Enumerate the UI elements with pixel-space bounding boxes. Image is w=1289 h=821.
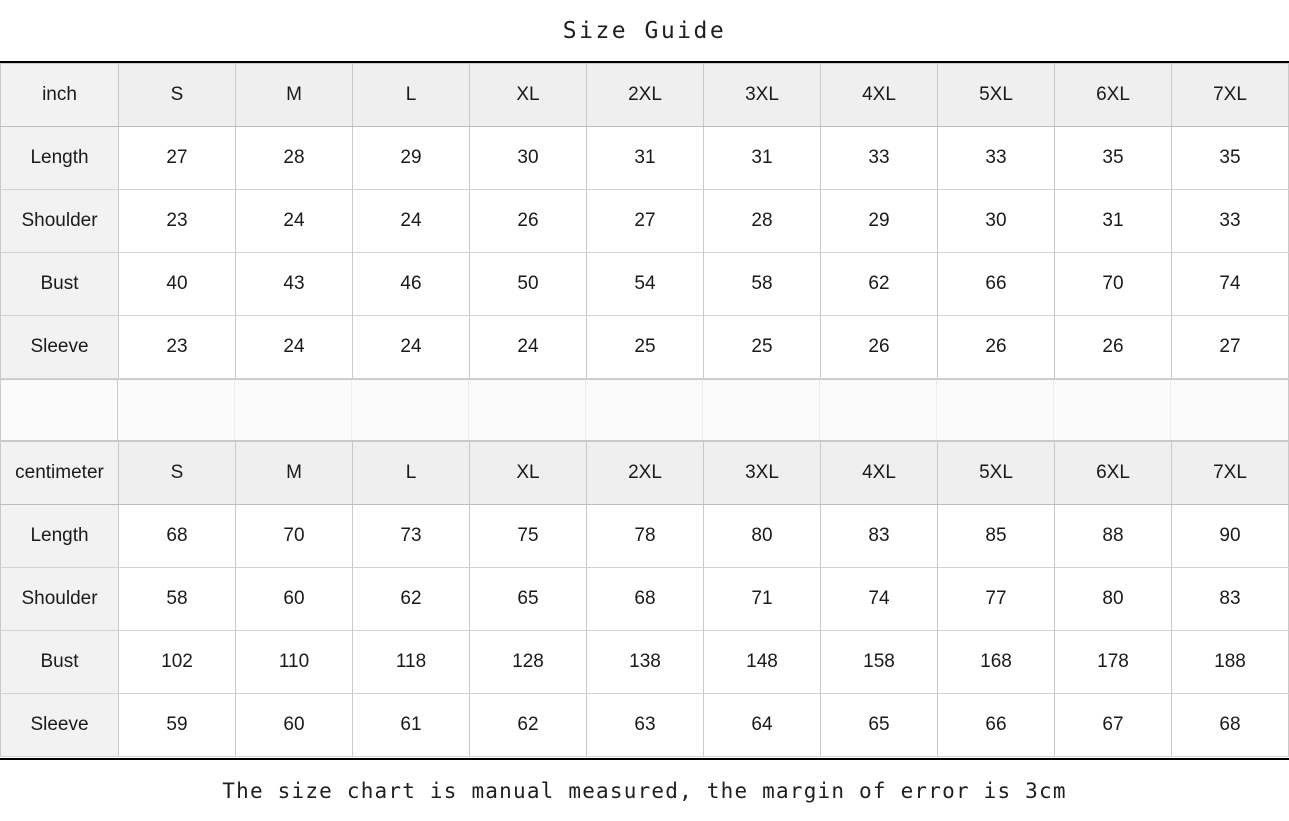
row-label: Length [1, 127, 119, 190]
table-cell: 62 [470, 694, 587, 757]
table-cell: 102 [119, 631, 236, 694]
column-header-size: S [119, 442, 236, 505]
table-cell: 77 [938, 568, 1055, 631]
table-cell: 80 [1055, 568, 1172, 631]
table-cell: 118 [353, 631, 470, 694]
row-label: Length [1, 505, 119, 568]
table-cell: 40 [119, 253, 236, 316]
table-cell: 60 [236, 694, 353, 757]
table-cell: 29 [821, 190, 938, 253]
table-row [1, 694, 1289, 757]
column-header-size: M [236, 442, 353, 505]
column-header-size: 4XL [821, 442, 938, 505]
table-cell: 83 [821, 505, 938, 568]
table-cell: 30 [470, 127, 587, 190]
column-header-size: L [353, 442, 470, 505]
table-cell: 27 [119, 127, 236, 190]
table-cell: 46 [353, 253, 470, 316]
table-cell: 23 [119, 190, 236, 253]
table-cell: 31 [1055, 190, 1172, 253]
table-cell: 66 [938, 253, 1055, 316]
table-cell: 74 [1172, 253, 1289, 316]
row-label: Sleeve [1, 694, 119, 757]
table-cell: 66 [938, 694, 1055, 757]
table-cell: 90 [1172, 505, 1289, 568]
table-row [1, 253, 1289, 316]
table-cell: 61 [353, 694, 470, 757]
table-cell: 74 [821, 568, 938, 631]
table-cell: 26 [1055, 316, 1172, 379]
column-header-size: S [119, 64, 236, 127]
column-header-size: 5XL [938, 442, 1055, 505]
table-cell: 33 [821, 127, 938, 190]
table-cell: 138 [587, 631, 704, 694]
column-header-size: 5XL [938, 64, 1055, 127]
table-cell: 71 [704, 568, 821, 631]
table-cell: 148 [704, 631, 821, 694]
table-cell: 35 [1172, 127, 1289, 190]
table-cell: 35 [1055, 127, 1172, 190]
table-cell: 24 [353, 190, 470, 253]
table-cell: 26 [470, 190, 587, 253]
table-row [1, 631, 1289, 694]
row-label: Bust [1, 253, 119, 316]
footer-note [0, 758, 1289, 821]
table-row [1, 190, 1289, 253]
table-cell: 54 [587, 253, 704, 316]
table-cell: 25 [587, 316, 704, 379]
row-label: Sleeve [1, 316, 119, 379]
table-cell: 28 [704, 190, 821, 253]
table-separator-row [0, 379, 1289, 441]
table-cell: 78 [587, 505, 704, 568]
size-tables [0, 63, 1289, 758]
table-cell: 85 [938, 505, 1055, 568]
table-cell: 73 [353, 505, 470, 568]
table-cell: 80 [704, 505, 821, 568]
table-cell: 65 [470, 568, 587, 631]
table-cell: 67 [1055, 694, 1172, 757]
table-cell: 31 [587, 127, 704, 190]
column-header-size: 7XL [1172, 442, 1289, 505]
unit-label-centimeter: centimeter [1, 442, 119, 505]
table-cell: 188 [1172, 631, 1289, 694]
table-cell: 28 [236, 127, 353, 190]
table-cell: 58 [704, 253, 821, 316]
table-cell: 33 [1172, 190, 1289, 253]
row-label: Shoulder [1, 190, 119, 253]
table-header-row [1, 64, 1289, 127]
table-row [1, 568, 1289, 631]
column-header-size: XL [470, 442, 587, 505]
column-header-size: 2XL [587, 64, 704, 127]
table-cell: 65 [821, 694, 938, 757]
table-cell: 31 [704, 127, 821, 190]
column-header-size: 7XL [1172, 64, 1289, 127]
column-header-size: 6XL [1055, 442, 1172, 505]
table-cell: 68 [1172, 694, 1289, 757]
size-table-inch [0, 63, 1289, 379]
column-header-size: M [236, 64, 353, 127]
table-cell: 128 [470, 631, 587, 694]
table-cell: 26 [938, 316, 1055, 379]
table-cell: 62 [821, 253, 938, 316]
table-cell: 68 [587, 568, 704, 631]
table-row [1, 505, 1289, 568]
column-header-size: 3XL [704, 64, 821, 127]
table-cell: 50 [470, 253, 587, 316]
size-table-centimeter [0, 441, 1289, 757]
table-cell: 63 [587, 694, 704, 757]
table-cell: 83 [1172, 568, 1289, 631]
table-cell: 30 [938, 190, 1055, 253]
table-cell: 178 [1055, 631, 1172, 694]
separator-label-cell [0, 379, 118, 441]
table-cell: 59 [119, 694, 236, 757]
column-header-size: 6XL [1055, 64, 1172, 127]
separator-cells [118, 379, 1289, 441]
row-label: Shoulder [1, 568, 119, 631]
table-cell: 43 [236, 253, 353, 316]
column-header-size: XL [470, 64, 587, 127]
table-cell: 24 [236, 316, 353, 379]
table-cell: 75 [470, 505, 587, 568]
table-cell: 158 [821, 631, 938, 694]
table-cell: 24 [236, 190, 353, 253]
table-cell: 27 [1172, 316, 1289, 379]
table-cell: 24 [353, 316, 470, 379]
table-cell: 88 [1055, 505, 1172, 568]
table-row [1, 316, 1289, 379]
unit-label-inch: inch [1, 64, 119, 127]
column-header-size: 2XL [587, 442, 704, 505]
table-cell: 60 [236, 568, 353, 631]
table-cell: 70 [1055, 253, 1172, 316]
table-cell: 70 [236, 505, 353, 568]
table-cell: 26 [821, 316, 938, 379]
table-cell: 68 [119, 505, 236, 568]
table-cell: 23 [119, 316, 236, 379]
table-row [1, 127, 1289, 190]
column-header-size: L [353, 64, 470, 127]
table-cell: 110 [236, 631, 353, 694]
table-cell: 29 [353, 127, 470, 190]
table-cell: 64 [704, 694, 821, 757]
column-header-size: 4XL [821, 64, 938, 127]
footer-note-text: The size chart is manual measured, the margin of error is 3cm [222, 778, 1067, 803]
table-cell: 27 [587, 190, 704, 253]
page-title [0, 0, 1289, 63]
table-header-row [1, 442, 1289, 505]
column-header-size: 3XL [704, 442, 821, 505]
page-title-text: Size Guide [562, 17, 727, 44]
table-cell: 168 [938, 631, 1055, 694]
table-cell: 24 [470, 316, 587, 379]
row-label: Bust [1, 631, 119, 694]
table-cell: 58 [119, 568, 236, 631]
table-cell: 25 [704, 316, 821, 379]
table-cell: 33 [938, 127, 1055, 190]
table-cell: 62 [353, 568, 470, 631]
